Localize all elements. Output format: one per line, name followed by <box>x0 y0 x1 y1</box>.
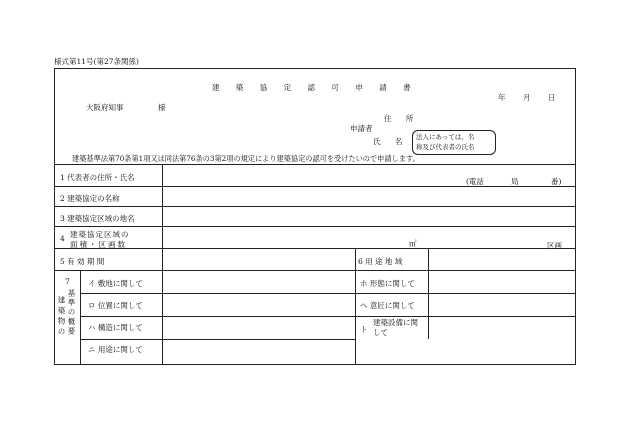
label-column-divider <box>162 164 163 248</box>
row4-line2: 面積・区画数 <box>70 240 127 249</box>
date-day-label: 日 <box>548 93 556 102</box>
form-number: 様式第11号(第27条関係) <box>54 57 139 66</box>
section7-item-ha: ハ 構造に関して <box>88 323 143 332</box>
section7-item-ni: ニ 用途に関して <box>88 345 143 354</box>
applicant-name-label: 氏 名 <box>373 137 409 146</box>
row-line <box>54 248 575 249</box>
corp-note-line1: 法人にあっては、名 <box>416 133 475 141</box>
row-line <box>54 164 575 165</box>
row2-label: 2 建築協定の名称 <box>60 194 120 203</box>
section7-item-ho: ホ 形態に関して <box>360 279 415 288</box>
row4-number: 4 <box>60 234 65 243</box>
corp-note-line2: 称及び代表者の氏名 <box>416 143 475 151</box>
row-line <box>80 316 575 317</box>
section7-title-col2: 基準の概要 <box>67 289 76 337</box>
row4-lots-unit: 区画 <box>547 241 562 250</box>
section7-item-to: ト <box>360 325 368 334</box>
row5-label: 5 有 効 期 間 <box>60 257 105 266</box>
row1-phone-number: 番) <box>551 177 562 186</box>
row-line <box>80 293 575 294</box>
row6-label: 6 用 途 地 域 <box>358 257 403 266</box>
application-statement: 建築基準法第70条第1項又は同法第76条の3第2項の規定により建築協定の認可を受けたいので申請します。 <box>72 154 420 163</box>
row-line <box>80 339 356 340</box>
addressee-honorific: 様 <box>158 103 166 112</box>
date-year-label: 年 <box>498 93 506 102</box>
date-month-label: 月 <box>523 93 531 102</box>
row3-label: 3 建築協定区域の地名 <box>60 214 135 223</box>
section7-item-divider <box>162 270 163 364</box>
section7-item-to-line1: 建築設備に関 <box>373 318 418 327</box>
applicant-label: 申請者 <box>350 124 373 133</box>
form-title: 建 築 協 定 認 可 申 請 書 <box>212 83 418 92</box>
section7-title-col1: 建築物の <box>57 296 66 338</box>
row1-phone-station: 局 <box>511 177 519 186</box>
row-line <box>54 206 575 207</box>
section7-item-to-line2: して <box>373 328 388 337</box>
label-column-divider <box>162 248 163 270</box>
row1-phone-open: (電話 <box>466 177 484 186</box>
section7-number: 7 <box>65 277 70 286</box>
section7-item-i: イ 敷地に関して <box>88 279 143 288</box>
right-item-divider <box>428 248 429 339</box>
row4-area-unit: ㎡ <box>409 239 417 248</box>
section7-title-divider <box>80 270 81 364</box>
row4-line1: 建築協定区域の <box>70 230 130 239</box>
row-line <box>54 270 575 271</box>
row-line <box>54 226 575 227</box>
center-divider <box>355 248 356 364</box>
row-line <box>54 186 575 187</box>
row-line <box>54 364 575 365</box>
section7-item-ro: ロ 位置に関して <box>88 301 143 310</box>
section7-item-he: ヘ 意匠に関して <box>360 301 415 310</box>
row1-label: 1 代表者の住所・氏名 <box>60 173 135 182</box>
addressee-name: 大阪府知事 <box>86 103 124 112</box>
applicant-address-label: 住 所 <box>384 114 420 123</box>
